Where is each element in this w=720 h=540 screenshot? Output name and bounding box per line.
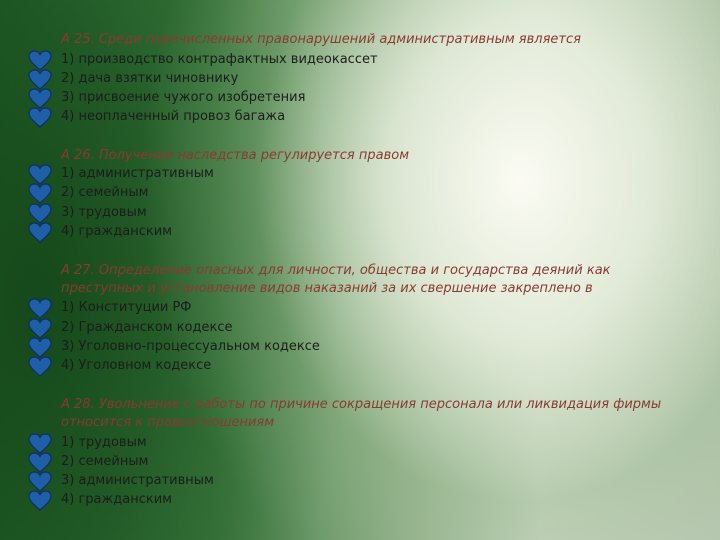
heart-icon: [28, 69, 52, 90]
option-item[interactable]: [0, 298, 720, 317]
option-text: 1) производство контрафактных видеокассет: [61, 52, 378, 67]
heart-icon: [28, 298, 52, 319]
option-item[interactable]: [0, 452, 720, 471]
option-item[interactable]: [0, 50, 720, 69]
option-text: 4) гражданским: [61, 224, 172, 239]
heart-icon: [28, 452, 52, 473]
heart-icon: [28, 433, 52, 454]
heart-icon: [28, 318, 52, 339]
option-item[interactable]: [0, 471, 720, 490]
question-title: А 27. Определение опасных для личности, общества и государства деяний как преступных и установление видов наказаний за их свершение закреплено в: [61, 263, 611, 296]
heart-icon: [28, 490, 52, 511]
heart-icon: [28, 337, 52, 358]
heart-icon: [28, 203, 52, 224]
option-text: 2) семейным: [61, 454, 149, 469]
question-title: А 28. Увольнение с работы по причине сокращения персонала или ликвидация фирмы относится к правоотношениям: [61, 397, 662, 430]
option-item[interactable]: [0, 490, 720, 509]
option-item[interactable]: [0, 69, 720, 88]
option-item[interactable]: [0, 164, 720, 183]
option-item[interactable]: [0, 318, 720, 337]
heart-icon: [28, 471, 52, 492]
option-item[interactable]: [0, 183, 720, 202]
option-text: 1) трудовым: [61, 435, 147, 450]
heart-icon: [28, 164, 52, 185]
heart-icon: [28, 107, 52, 128]
heart-icon: [28, 222, 52, 243]
question-title: А 25. Среди перечисленных правонарушений административным является: [61, 32, 581, 47]
heart-icon: [28, 356, 52, 377]
option-text: 2) семейным: [61, 185, 149, 200]
option-text: 3) присвоение чужого изобретения: [61, 90, 306, 105]
question-title: А 26. Получение наследства регулируется правом: [61, 148, 409, 163]
option-text: 3) трудовым: [61, 205, 147, 220]
option-item[interactable]: [0, 337, 720, 356]
heart-icon: [28, 183, 52, 204]
heart-icon: [28, 88, 52, 109]
option-item[interactable]: [0, 107, 720, 126]
option-text: 3) административным: [61, 473, 214, 488]
heart-icon: [28, 50, 52, 71]
option-text: 2) Гражданском кодексе: [61, 320, 233, 335]
option-item[interactable]: [0, 88, 720, 107]
option-item[interactable]: [0, 433, 720, 452]
option-item[interactable]: [0, 203, 720, 222]
option-text: 4) Уголовном кодексе: [61, 358, 212, 373]
option-item[interactable]: [0, 222, 720, 241]
option-text: 4) неоплаченный провоз багажа: [61, 109, 286, 124]
option-text: 2) дача взятки чиновнику: [61, 71, 239, 86]
option-item[interactable]: [0, 356, 720, 375]
option-text: 1) Конституции РФ: [61, 300, 192, 315]
option-text: 1) административным: [61, 166, 214, 181]
option-text: 3) Уголовно-процессуальном кодексе: [61, 339, 320, 354]
option-text: 4) гражданским: [61, 492, 172, 507]
